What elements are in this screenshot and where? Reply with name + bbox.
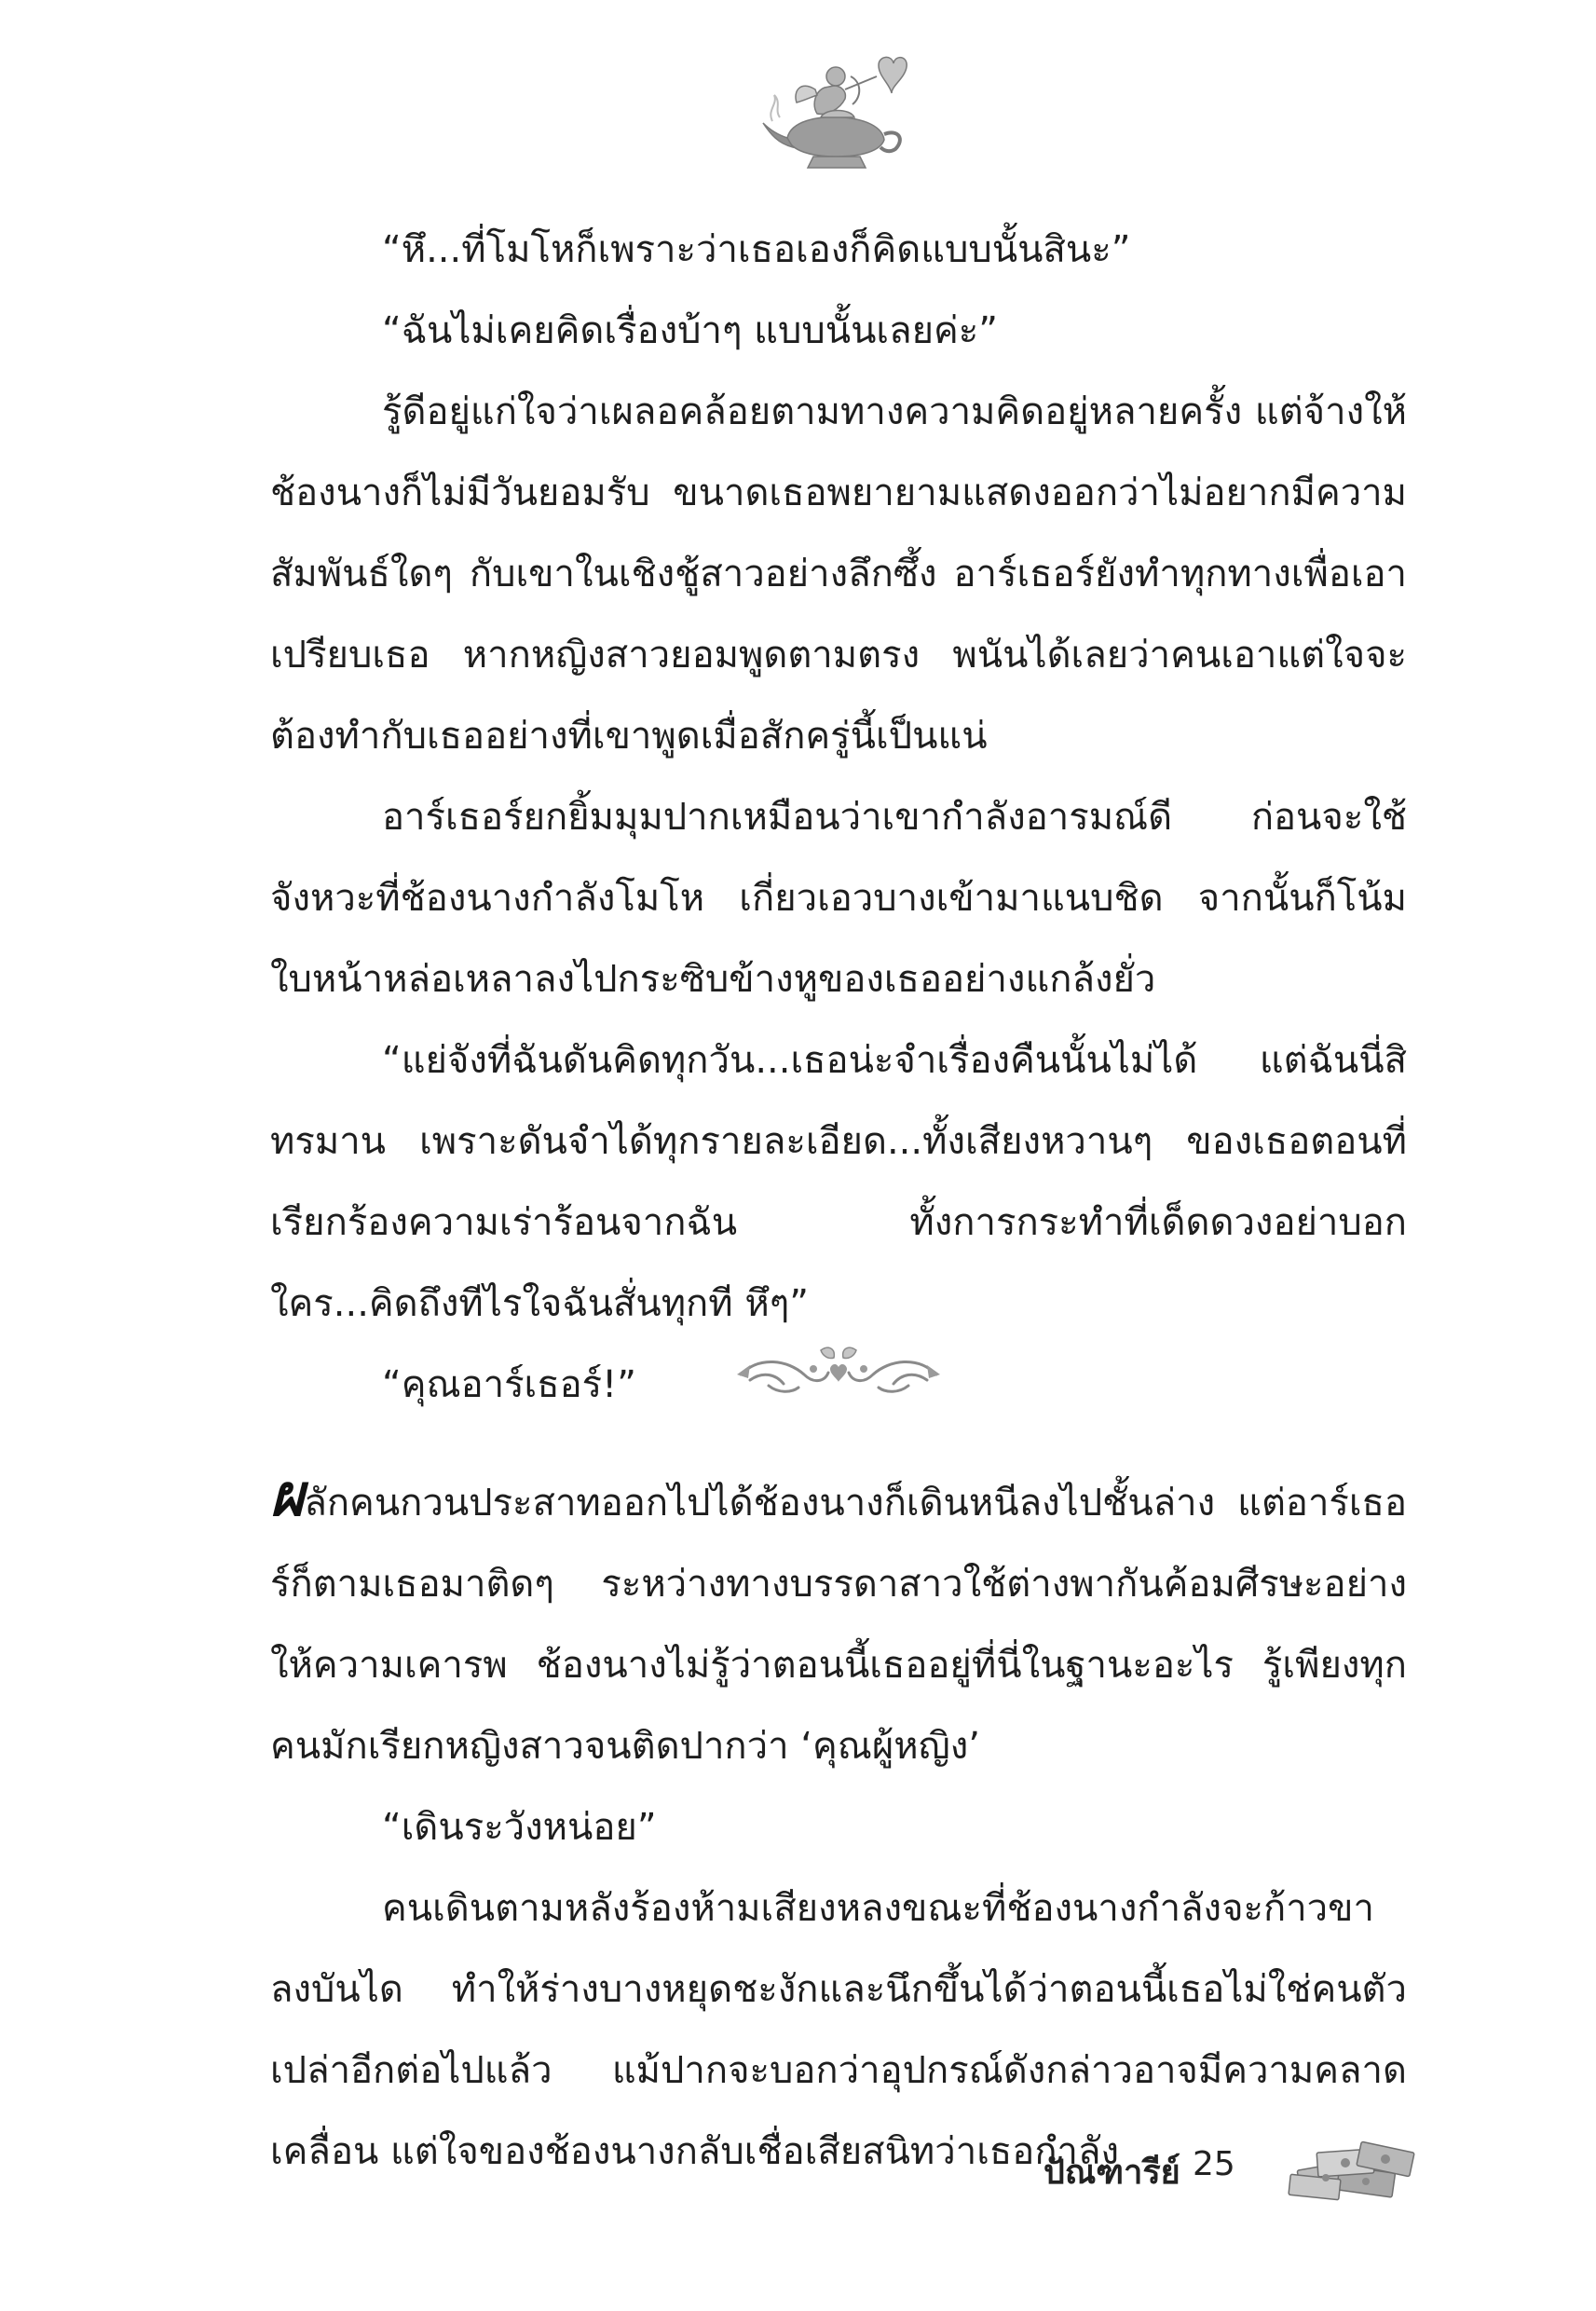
narrative-paragraph: คนเดินตามหลังร้องห้ามเสียงหลงขณะที่ช้องนางกำลังจะก้าวขาลงบันได ทำให้ร่างบางหยุดชะงักและนึกขึ้นได้ว่าตอนนี้เธอไม่ใช่คนตัวเปล่าอีกต่อไปแล้ว แม้ปากจะบอกว่าอุปกรณ์ดังกล่าวอาจมีความคลาดเคลื่อน แต่ใจของช้องนางกลับเชื่อเสียสนิทว่าเธอกำลัง [270, 1887, 1407, 2173]
opening-paragraph-text: ลักคนกวนประสาทออกไปได้ช้องนางก็เดินหนีลงไปชั้นล่าง แต่อาร์เธอร์ก็ตามเธอมาติดๆ ระหว่างทางบรรดาสาวใช้ต่างพากันค้อมศีรษะอย่างให้ความเคารพ ช้องนางไม่รู้ว่าตอนนี้เธออยู่ที่นี่ในฐานะอะไร รู้เพียงทุกคนมักเรียกหญิงสาวจนติดปากว่า ‘คุณผู้หญิง’ [270, 1482, 1407, 1768]
author-name: ปัณฑารีย์ [1044, 2154, 1180, 2192]
narrative-paragraph: รู้ดีอยู่แก่ใจว่าเผลอคล้อยตามทางความคิดอยู่หลายครั้ง แต่จ้างให้ช้องนางก็ไม่มีวันยอมรับ ขนาดเธอพยายามแสดงออกว่าไม่อยากมีความสัมพันธ์ใดๆ กับเขาในเชิงชู้สาวอย่างลึกซึ้ง อาร์เธอร์ยังทำทุกทางเพื่อเอาเปรียบเธอ หากหญิงสาวยอมพูดตามตรง พนันได้เลยว่าคนเอาแต่ใจจะต้องทำกับเธออย่างที่เขาพูดเมื่อสักครู่นี้เป็นแน่ [270, 390, 1407, 758]
page-footer [1025, 2134, 1435, 2208]
floral-heart-divider-icon [731, 1337, 946, 1399]
cupid-teapot-icon [759, 48, 918, 174]
dialogue-paragraph: “เดินระวังหน่อย” [382, 1806, 657, 1849]
dialogue-paragraph: “ฉันไม่เคยคิดเรื่องบ้าๆ แบบนั้นเลยค่ะ” [382, 309, 998, 352]
opening-paragraph [270, 1463, 1407, 1787]
dialogue-paragraph: “หึ...ที่โมโหก็เพราะว่าเธอเองก็คิดแบบนั้นสินะ” [382, 228, 1131, 271]
page-number: 25 [1193, 2145, 1235, 2183]
dialogue-paragraph: “คุณอาร์เธอร์!” [382, 1363, 636, 1406]
dialogue-paragraph: “แย่จังที่ฉันดันคิดทุกวัน...เธอน่ะจำเรื่องคืนนั้นไม่ได้ แต่ฉันนี่สิทรมาน เพราะดันจำได้ทุกรายละเอียด...ทั้งเสียงหวานๆ ของเธอตอนที่เรียกร้องความเร่าร้อนจากฉัน ทั้งการกระทำที่เด็ดดวงอย่าบอกใคร...คิดถึงทีไรใจฉันสั่นทุกที หึๆ” [270, 1039, 1407, 1325]
text-block-top [270, 210, 1407, 1426]
money-stack-icon [1286, 2134, 1425, 2201]
narrative-paragraph: อาร์เธอร์ยกยิ้มมุมปากเหมือนว่าเขากำลังอารมณ์ดี ก่อนจะใช้จังหวะที่ช้องนางกำลังโมโห เกี่ยวเอวบางเข้ามาแนบชิด จากนั้นก็โน้มใบหน้าหล่อเหลาลงไปกระซิบข้างหูของเธออย่างแกล้งยั่ว [270, 796, 1407, 1001]
drop-cap: ผ [270, 1461, 305, 1529]
text-block-bottom [270, 1463, 1407, 2193]
